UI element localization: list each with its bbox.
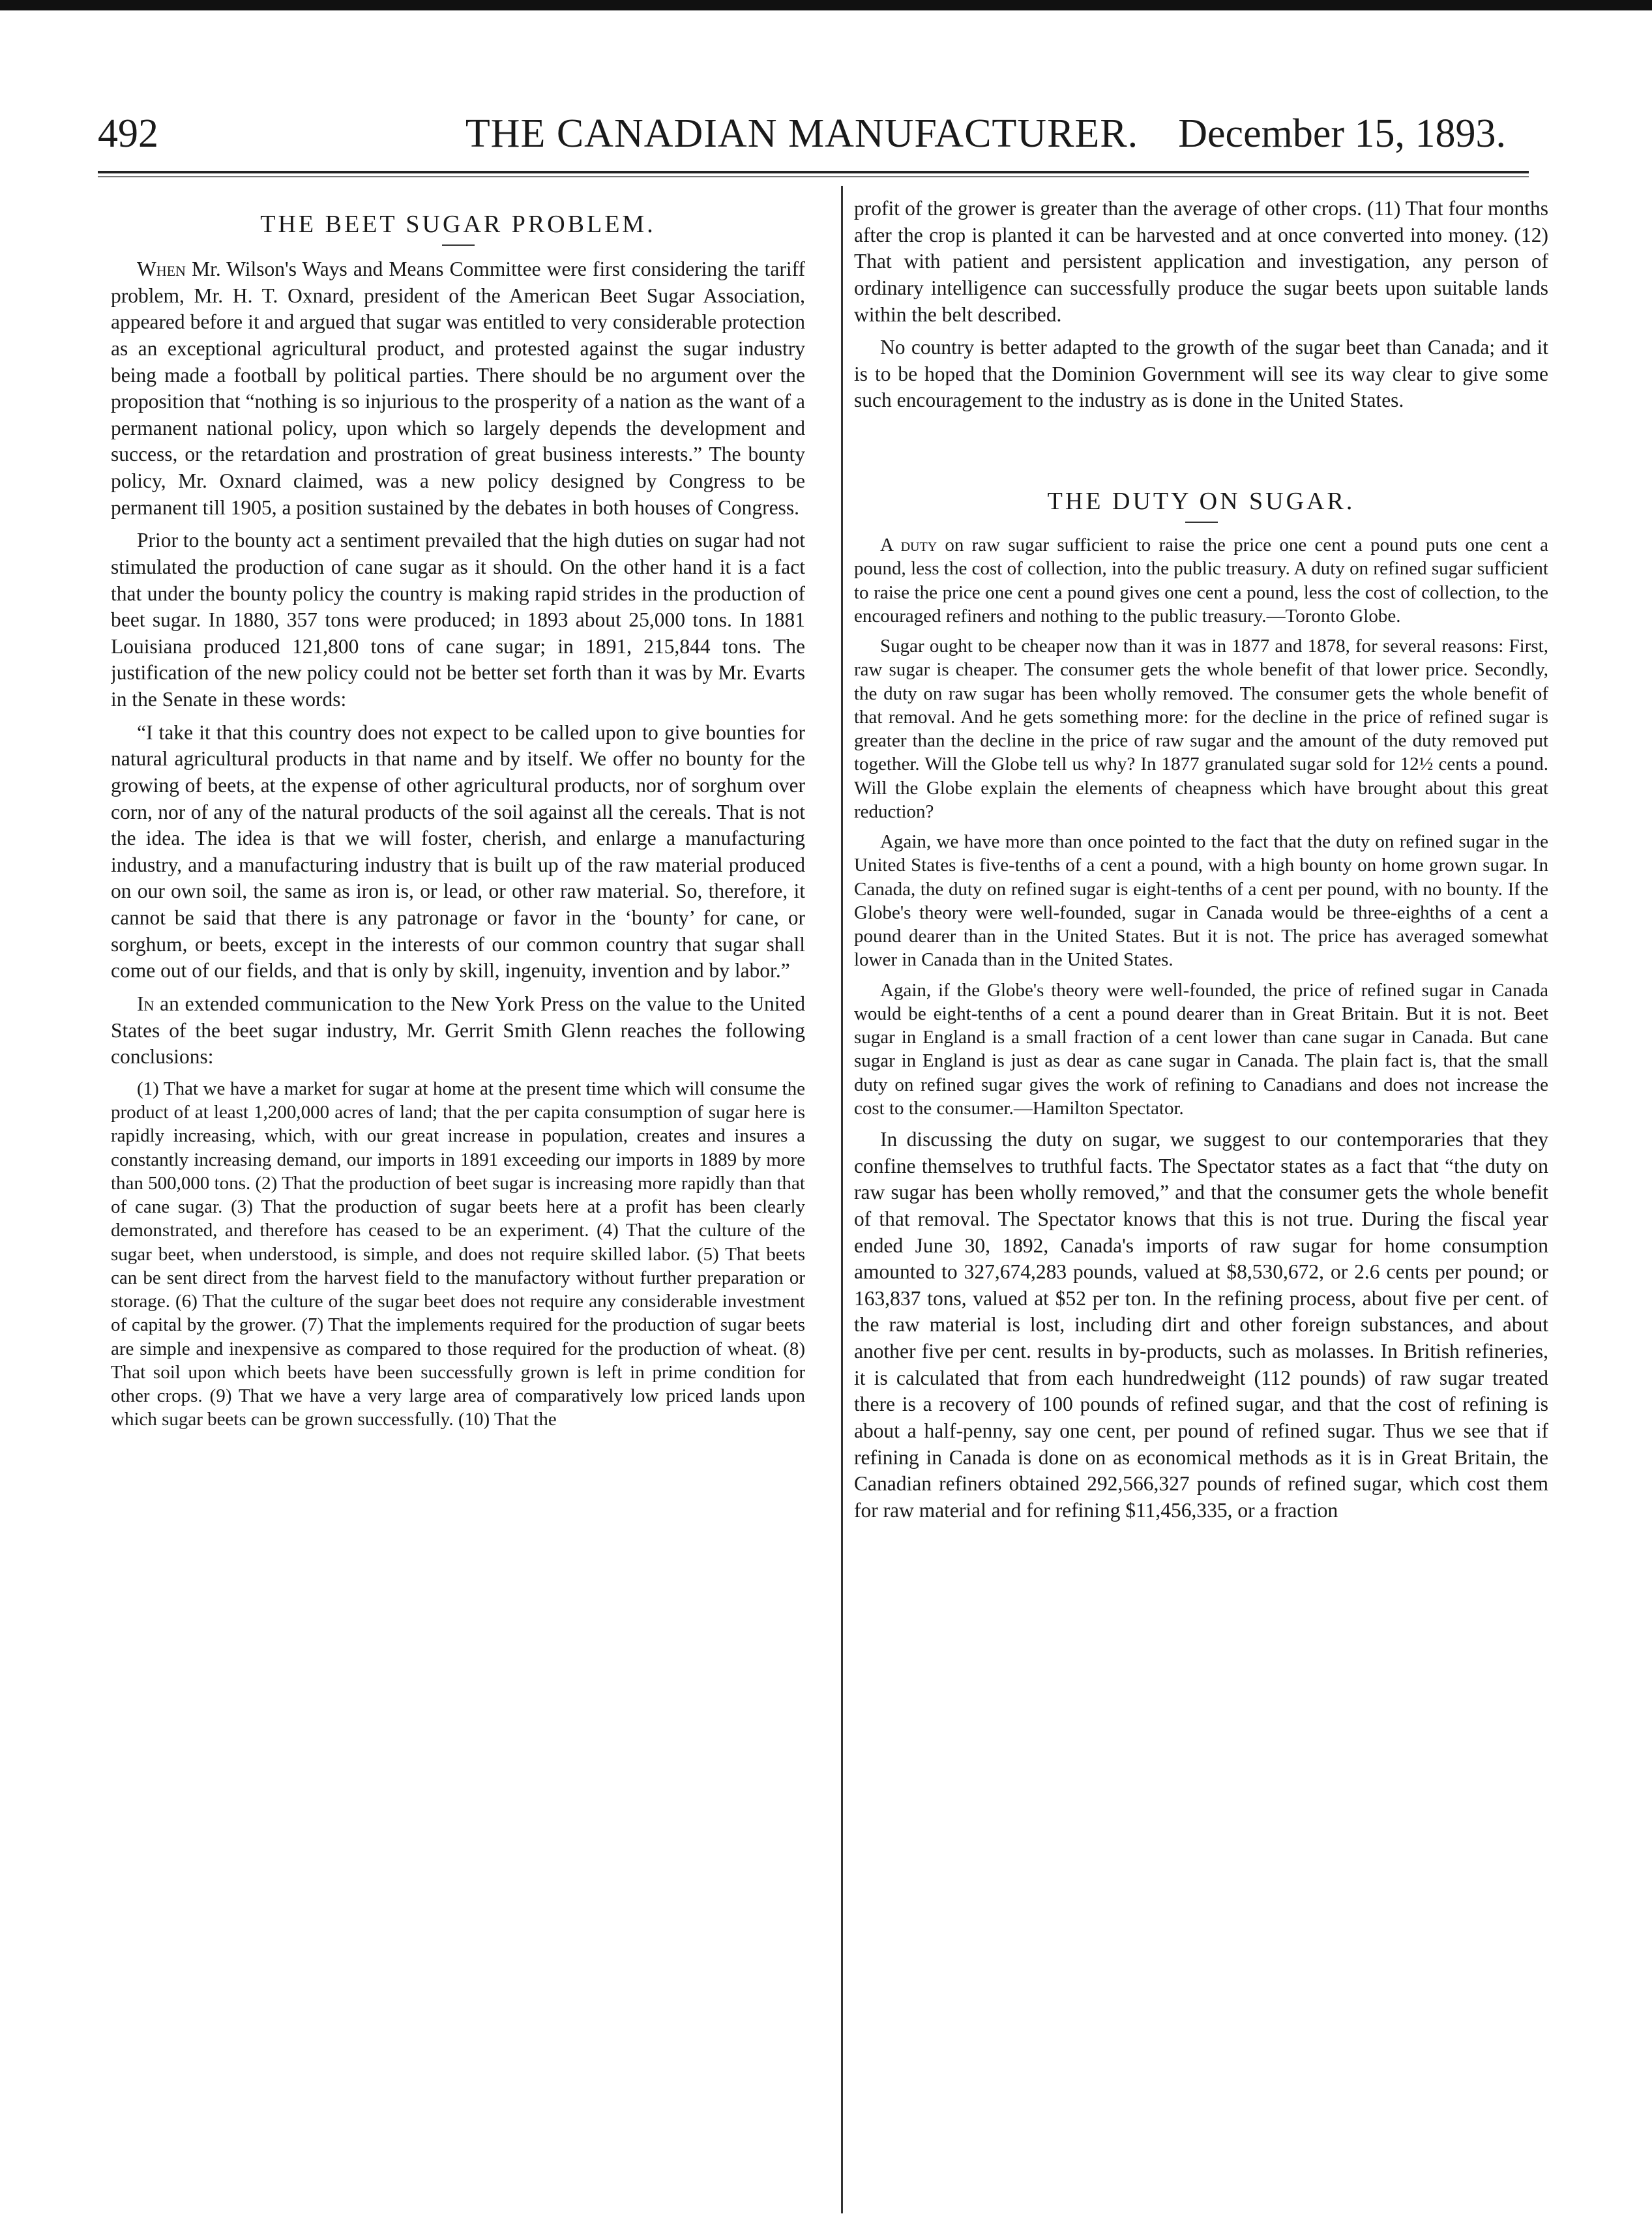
header-rule-thin	[98, 176, 1529, 177]
article-paragraph: Again, we have more than once pointed to the fact that the duty on refined sugar in the United States is five-tenths of a cent a pound, with a high bounty on home grown sugar. In Canada, the duty on refined sugar is eight-tenths of a cent per pound, with no bounty. If the Globe's theory were well-founded, sugar in Canada would be three-eighths of a cent a pound dearer than in the United States. But it is not. The price has averaged somewhat lower in Canada than in the United States.	[854, 831, 1548, 971]
article-paragraph: Sugar ought to be cheaper now than it was in 1877 and 1878, for several reasons: First, raw sugar is cheaper. The consumer gets the whole benefit of that lower price. Secondly, the duty on raw sugar has been wholly removed. The consumer gets the whole benefit of that removal. And he gets something more: for the decline in the price of refined sugar is greater than the decline in the price of raw sugar and the amount of the duty removed put together. Will the Globe tell us why? In 1877 granulated sugar sold for 12½ cents a pound. Will the Globe explain the elements of cheapness which have brought about this great reduction?	[854, 636, 1548, 822]
right-column	[854, 196, 1548, 2184]
page-header	[98, 104, 1506, 163]
drop-lead: When	[137, 258, 186, 281]
article-title-beet-sugar: THE BEET SUGAR PROBLEM.	[260, 211, 656, 238]
article-paragraph-continued: profit of the grower is greater than the average of other crops. (11) That four months after the crop is planted it can be harvested and at once converted into money. (12) That with patient and persistent application and investigation, any person of ordinary intelligence can successfully produce the sugar beets upon suitable lands within the belt described.	[854, 197, 1548, 326]
article-paragraph	[854, 533, 1548, 628]
issue-date: December 15, 1893.	[1178, 111, 1506, 156]
paragraph-text: Mr. Wilson's Ways and Means Committee were first considering the tariff problem, Mr. H. T. Oxnard, president of the American Beet Sugar Association, appeared before it and argued that sugar was entitled to very considerable protection as an exceptional agricultural product, and protested against the sugar industry being made a football by political parties. There should be no argument over the proposition that “nothing is so injurious to the prosperity of a nation as the want of a permanent national policy, upon which so largely depends the development and success, or the retardation and prostration of great business interests.” The bounty policy, Mr. Oxnard claimed, was a new policy designed by Congress to be permanent till 1905, a position sustained by the debates in both houses of Congress.	[111, 258, 805, 519]
title-rule	[1185, 522, 1218, 523]
article-title-duty-on-sugar: THE DUTY ON SUGAR.	[1047, 488, 1355, 515]
article-paragraph: Again, if the Globe's theory were well-founded, the price of refined sugar in Canada would be eight-tenths of a cent a pound dearer than in Great Britain. But it is not. Beet sugar in England is a small fraction of a cent lower than cane sugar in Canada. But cane sugar in England is just as dear as cane sugar in Canada. The plain fact is, that the small duty on refined sugar gives the work of refining to Canadians and does not increase the cost to the consumer.—Hamilton Spectator.	[854, 979, 1548, 1119]
left-column	[111, 196, 805, 2184]
title-rule	[442, 244, 475, 246]
column-divider	[841, 186, 843, 2213]
article-paragraph: In discussing the duty on sugar, we suggest to our contemporaries that they confine themselves to truthful facts. The Spectator states as a fact that “the duty on raw sugar has been wholly removed,” and that the consumer gets the whole benefit of that removal. The Spectator knows that this is not true. During the fiscal year ended June 30, 1892, Canada's imports of raw sugar for home consumption amounted to 327,674,283 pounds, valued at $8,530,672, or 2.6 cents per pound; or 163,837 tons, valued at $52 per ton. In the refining process, about five per cent. of the raw material is lost, including dirt and other foreign substances, and about another five per cent. results in by-products, such as molasses. In British refineries, it is calculated that from each hundredweight (112 pounds) of raw sugar treated there is a recovery of 100 pounds of refined sugar, and that the cost of refining is about a half-penny, say one cent, per pound of refined sugar. Thus we see that if refining in Canada is done on as economical methods as it is in Great Britain, the Canadian refiners obtained 292,566,327 pounds of refined sugar, which cost them for raw material and for refining $11,456,335, or a fraction	[854, 1128, 1548, 1522]
article-paragraph	[111, 991, 805, 1071]
top-border-rule	[0, 0, 1652, 10]
publication-title: THE CANADIAN MANUFACTURER.	[465, 111, 1139, 156]
drop-lead: A duty	[880, 535, 937, 556]
header-rule	[98, 171, 1529, 173]
section-spacer	[854, 421, 1548, 473]
quoted-paragraph: “I take it that this country does not expect to be called upon to give bounties for natural agricultural products in that name and by itself. We offer no bounty for the growing of beets, at the expense of other agricultural products, nor of sorghum over corn, nor of any of the natural products of the soil against all the cereals. That is not the idea. The idea is that we will foster, cherish, and enlarge a manufacturing industry, and a manufacturing industry that is built up of the raw material produced on our own soil, the same as iron is, or lead, or other raw material. So, therefore, it cannot be said that there is any patronage or favor in the ‘bounty’ for cane, or sorghum, or beets, except in the interests of our common country that sugar shall come out of our fields, and that is only by skill, ingenuity, invention and by labor.”	[111, 720, 805, 983]
paragraph-text: on raw sugar sufficient to raise the price one cent a pound puts one cent a pound, less the cost of collection, into the public treasury. A duty on refined sugar sufficient to raise the price one cent a pound gives one cent a pound, less the cost of collection, to the encouraged refiners and nothing to the public treasury.—Toronto Globe.	[854, 535, 1548, 627]
paragraph-text: an extended communication to the New York Press on the value to the United States of the beet sugar industry, Mr. Gerrit Smith Glenn reaches the following conclusions:	[111, 992, 805, 1069]
conclusions-paragraph: (1) That we have a market for sugar at home at the present time which will consume the product of at least 1,200,000 acres of land; that the per capita consumption of sugar here is rapidly increasing, which, with our great increase in population, creates and insures a constantly increasing demand, our imports in 1891 exceeding our imports in 1889 by more than 500,000 tons. (2) That the production of beet sugar is increasing more rapidly than that of cane sugar. (3) That the production of sugar beets here at a profit has been clearly demonstrated, and therefore has ceased to be an experiment. (4) That the culture of the sugar beet, when understood, is simple, and does not require skilled labor. (5) That beets can be sent direct from the harvest field to the manufactory without further preparation or storage. (6) That the culture of the sugar beet does not require any considerable investment of capital by the grower. (7) That the implements required for the production of sugar beets are simple and inexpensive as compared to those required for the production of wheat. (8) That soil upon which beets have been successfully grown is left in prime condition for other crops. (9) That we have a very large area of comparatively low priced lands upon which sugar beets can be grown successfully. (10) That the	[111, 1078, 805, 1430]
article-paragraph: Prior to the bounty act a sentiment prevailed that the high duties on sugar had not stimulated the production of cane sugar as it should. On the other hand it is a fact that under the bounty policy the country is making rapid strides in the production of beet sugar. In 1880, 357 tons were produced; in 1893 about 25,000 tons. In 1881 Louisiana produced 121,800 tons of cane sugar; in 1891, 215,844 tons. The justification of the new policy could not be better set forth than it was by Mr. Evarts in the Senate in these words:	[111, 529, 805, 711]
article-paragraph: No country is better adapted to the growth of the sugar beet than Canada; and it is to be hoped that the Dominion Government will see its way clear to give some such encouragement to the industry as is done in the United States.	[854, 336, 1548, 412]
drop-lead: In	[137, 992, 155, 1015]
article-paragraph	[111, 256, 805, 521]
page-number: 492	[98, 111, 158, 156]
